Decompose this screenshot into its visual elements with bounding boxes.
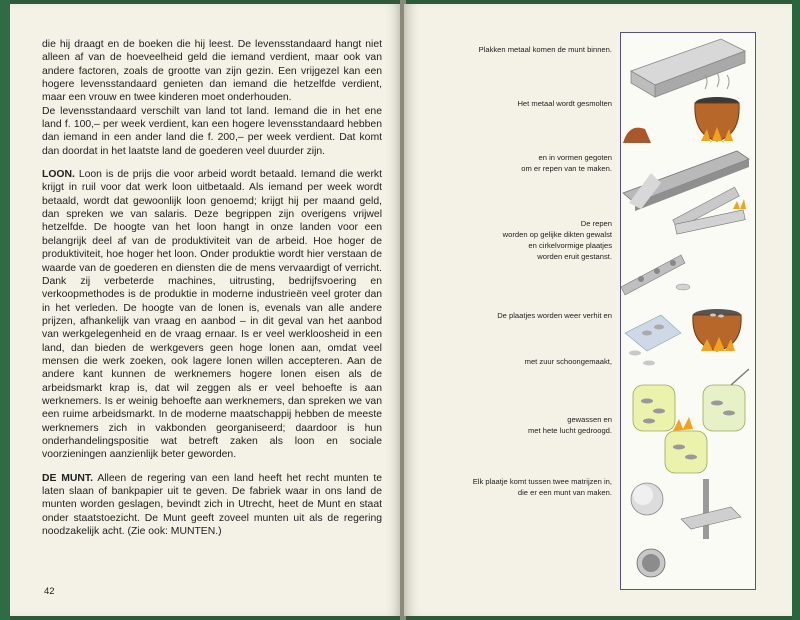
intro-paragraph: die hij draagt en de boeken die hij leest. De levensstandaard hangt niet alleen af van de hoeveelheid geld die iemand verdient, maar ook van andere factoren, zoals de grootte van zijn gezin. Een vrijgezel kan een hogere levensstandaard genieten dan iemand die hetzelfde verdient, maar een vrouw en twee kinderen moet onderhouden. (42, 39, 382, 104)
intro-paragraph-2: De levensstandaard verschilt van land tot land. Iemand die in het ene land f. 100,– per week verdient, kan een hogere levensstandaard hebben dan iemand in een ander land die f. 200,– per week verdient. Dat komt dan doordat in het laatste land de goederen veel duurder zijn. (42, 105, 382, 157)
casting-bars-illustration (623, 151, 749, 211)
metal-ingot-illustration (631, 39, 745, 97)
coin-striking-illustration (631, 479, 741, 577)
caption-4: De repen worden op gelijke dikten gewalst en cirkelvormige plaatjes worden eruit gestanst. (502, 219, 612, 261)
illustration-strip (620, 32, 756, 590)
loon-text: Loon is de prijs die voor arbeid wordt betaald. Iemand die werkt krijgt in ruil voor dat werk loon uitbetaald. Als iemand per week wordt betaald, wordt dat gewoonlijk loon genoemd; krijgt hij per maand geld, dan spreken we van salaris. Deze begrippen zijn overigens vrijwel hetzelfde. De hoogte van het loon hangt in onze landen voor een belangrijk deel af van de produktiviteit van de arbeid. Hoe hoger de produktiviteit, hoe hoger het loon. Onder produktie wordt hier verstaan de waarde van de goederen en diensten die de mens vervaardigt of verricht. Dank zij verbeterde machines, uitrusting, bedrijfsvoering en verkoopmethodes is de produktie in moderne industrieën veel groter dan in het verleden. De hoogte van de lonen is, evenals van alle andere prijzen, afhankelijk van vraag en aanbod – in dit geval van het aanbod van werkgelegenheid en de vraag ernaar. Is er veel werkloosheid in een land, dan bieden de werkgevers geen hoge lonen aan, omdat veel mensen die werk zoeken, ook lagere lonen willen accepteren. Aan de andere kant kunnen de werknemers hogere lonen eisen als de arbeidsmarkt krap is, dat wil zeggen als er veel behoefte is aan werknemers. Is er weinig behoefte aan werknemers, dan spreken we van een ruime arbeidsmarkt. In de moderne maatschappij hebben de meeste werknemers zich in vakbonden georganiseerd; daardoor is hun onderhandelingspositie wat betreft zaken als loon en sociale voorzieningen aanzienlijk beter geworden. (42, 169, 382, 461)
book-cover-edge-right (792, 0, 800, 620)
caption-2: Het metaal wordt gesmolten (517, 99, 612, 108)
caption-1: Plakken metaal komen de munt binnen. (478, 45, 612, 54)
caption-8: Elk plaatje komt tussen twee matrijzen in, die er een munt van maken. (472, 477, 612, 497)
caption-7: gewassen en met hete lucht gedroogd. (527, 415, 612, 435)
acid-cleaning-illustration (633, 369, 749, 431)
loon-entry (42, 168, 382, 462)
caption-6: met zuur schoongemaakt, (524, 357, 612, 366)
caption-5: De plaatjes worden weer verhit en (497, 311, 612, 320)
page-number: 42 (44, 586, 55, 597)
reheating-illustration (625, 309, 741, 366)
munt-term: DE MUNT. (42, 472, 94, 484)
munt-text: Alleen de regering van een land heeft het recht munten te laten slaan of bankpapier uit te geven. De fabriek waar in ons land de munten worden geslagen, bevindt zich in Utrecht, heet de Munt en staat onder staatstoezicht. De Munt geeft zoveel munten uit als de regering noodzakelijk acht. (Zie ook: MUNTEN.) (42, 472, 382, 538)
munt-entry (42, 472, 382, 539)
left-page-text (42, 38, 382, 548)
loon-term: LOON. (42, 169, 75, 181)
book-cover-edge-left (0, 0, 10, 620)
caption-3: en in vormen gegoten om er repen van te maken. (521, 153, 612, 173)
